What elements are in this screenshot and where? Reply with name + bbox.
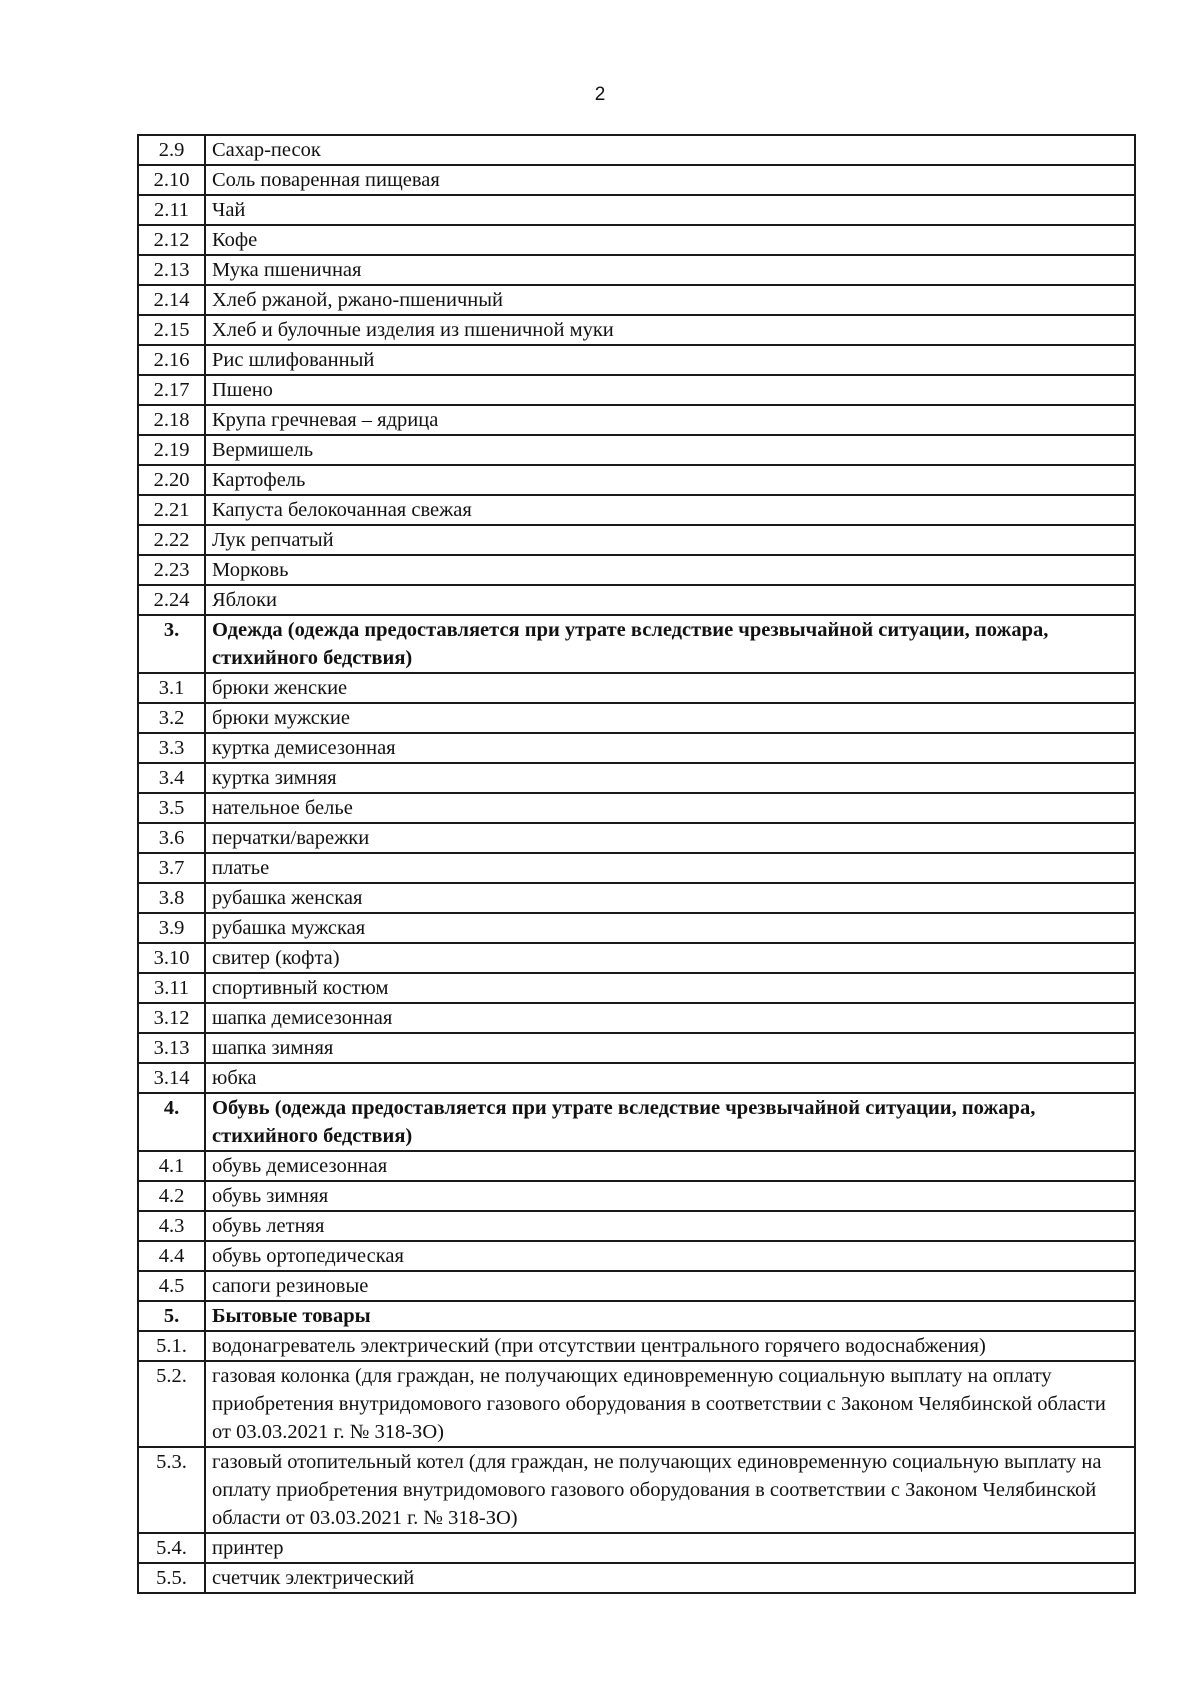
table-row (138, 315, 1135, 345)
row-name: Капуста белокочанная свежая (205, 495, 1135, 525)
row-name: Хлеб ржаной, ржано-пшеничный (205, 285, 1135, 315)
row-name: Хлеб и булочные изделия из пшеничной муки (205, 315, 1135, 345)
row-number: 2.10 (138, 165, 205, 195)
row-number: 5. (138, 1301, 205, 1331)
table-row (138, 165, 1135, 195)
row-number: 2.12 (138, 225, 205, 255)
row-name: перчатки/варежки (205, 823, 1135, 853)
row-name: Чай (205, 195, 1135, 225)
row-name: свитер (кофта) (205, 943, 1135, 973)
table-row (138, 1361, 1135, 1447)
row-name: газовый отопительный котел (для граждан, не получающих единовременную социальную выплату на оплату приобретения внутридомового газового оборудования в соответствии с Законом Челябинской области от 03.03.2021 г. № 318-ЗО) (205, 1447, 1135, 1533)
table-row (138, 225, 1135, 255)
page-number: 2 (594, 84, 606, 105)
row-number: 5.4. (138, 1533, 205, 1563)
row-name: шапка демисезонная (205, 1003, 1135, 1033)
row-name: Бытовые товары (205, 1301, 1135, 1331)
row-number: 5.3. (138, 1447, 205, 1533)
table-row (138, 1181, 1135, 1211)
table-row (138, 1033, 1135, 1063)
row-name: спортивный костюм (205, 973, 1135, 1003)
row-name: куртка зимняя (205, 763, 1135, 793)
row-name: Пшено (205, 375, 1135, 405)
table-row (138, 465, 1135, 495)
row-number: 5.5. (138, 1563, 205, 1593)
row-number: 3.11 (138, 973, 205, 1003)
row-name: обувь зимняя (205, 1181, 1135, 1211)
row-name: нательное белье (205, 793, 1135, 823)
row-number: 2.13 (138, 255, 205, 285)
row-number: 3.14 (138, 1063, 205, 1093)
row-name: обувь ортопедическая (205, 1241, 1135, 1271)
table-row (138, 823, 1135, 853)
row-name: куртка демисезонная (205, 733, 1135, 763)
row-number: 4.2 (138, 1181, 205, 1211)
row-name: Морковь (205, 555, 1135, 585)
row-number: 4.3 (138, 1211, 205, 1241)
section-row (138, 1301, 1135, 1331)
table-row (138, 973, 1135, 1003)
table-row (138, 733, 1135, 763)
table-row (138, 555, 1135, 585)
row-name: сапоги резиновые (205, 1271, 1135, 1301)
row-number: 2.16 (138, 345, 205, 375)
table-row (138, 345, 1135, 375)
table-row (138, 1151, 1135, 1181)
table-row (138, 793, 1135, 823)
table-row (138, 255, 1135, 285)
items-table (137, 134, 1136, 1594)
table-row (138, 585, 1135, 615)
row-name: Соль поваренная пищевая (205, 165, 1135, 195)
table-row (138, 1211, 1135, 1241)
row-name: Рис шлифованный (205, 345, 1135, 375)
section-row (138, 1093, 1135, 1151)
row-name: Сахар-песок (205, 135, 1135, 165)
table-row (138, 1563, 1135, 1593)
row-number: 3.8 (138, 883, 205, 913)
table-row (138, 1447, 1135, 1533)
row-name: обувь летняя (205, 1211, 1135, 1241)
table-row (138, 703, 1135, 733)
row-number: 4. (138, 1093, 205, 1151)
table-row (138, 495, 1135, 525)
table-row (138, 135, 1135, 165)
table-row (138, 943, 1135, 973)
row-number: 2.22 (138, 525, 205, 555)
row-number: 2.15 (138, 315, 205, 345)
table-row (138, 1003, 1135, 1033)
row-name: обувь демисезонная (205, 1151, 1135, 1181)
row-name: принтер (205, 1533, 1135, 1563)
row-name: Кофе (205, 225, 1135, 255)
table-row (138, 1241, 1135, 1271)
row-number: 4.1 (138, 1151, 205, 1181)
row-name: Крупа гречневая – ядрица (205, 405, 1135, 435)
row-name: водонагреватель электрический (при отсутствии центрального горячего водоснабжения) (205, 1331, 1135, 1361)
row-number: 3. (138, 615, 205, 673)
table-row (138, 195, 1135, 225)
row-number: 2.14 (138, 285, 205, 315)
row-name: Лук репчатый (205, 525, 1135, 555)
row-number: 2.11 (138, 195, 205, 225)
row-name: газовая колонка (для граждан, не получающих единовременную социальную выплату на оплату приобретения внутридомового газового оборудования в соответствии с Законом Челябинской области от 03.03.2021 г. № 318-ЗО) (205, 1361, 1135, 1447)
row-name: Картофель (205, 465, 1135, 495)
items-table-body (138, 135, 1135, 1593)
table-row (138, 1063, 1135, 1093)
row-name: платье (205, 853, 1135, 883)
row-name: Вермишель (205, 435, 1135, 465)
row-number: 3.12 (138, 1003, 205, 1033)
row-number: 2.21 (138, 495, 205, 525)
row-number: 2.9 (138, 135, 205, 165)
row-number: 3.5 (138, 793, 205, 823)
section-row (138, 615, 1135, 673)
row-name: счетчик электрический (205, 1563, 1135, 1593)
row-number: 3.9 (138, 913, 205, 943)
table-row (138, 913, 1135, 943)
table-row (138, 285, 1135, 315)
row-name: рубашка женская (205, 883, 1135, 913)
row-number: 2.23 (138, 555, 205, 585)
row-name: Одежда (одежда предоставляется при утрате вследствие чрезвычайной ситуации, пожара, стихийного бедствия) (205, 615, 1135, 673)
row-number: 2.20 (138, 465, 205, 495)
table-row (138, 375, 1135, 405)
row-number: 5.2. (138, 1361, 205, 1447)
row-number: 3.6 (138, 823, 205, 853)
row-number: 5.1. (138, 1331, 205, 1361)
row-number: 2.19 (138, 435, 205, 465)
table-row (138, 1271, 1135, 1301)
row-number: 3.7 (138, 853, 205, 883)
row-number: 4.5 (138, 1271, 205, 1301)
row-name: Мука пшеничная (205, 255, 1135, 285)
table-row (138, 525, 1135, 555)
row-name: брюки женские (205, 673, 1135, 703)
row-name: юбка (205, 1063, 1135, 1093)
row-number: 2.17 (138, 375, 205, 405)
row-number: 2.18 (138, 405, 205, 435)
row-name: брюки мужские (205, 703, 1135, 733)
row-number: 3.1 (138, 673, 205, 703)
table-row (138, 435, 1135, 465)
table-row (138, 1533, 1135, 1563)
table-row (138, 405, 1135, 435)
row-name: Яблоки (205, 585, 1135, 615)
row-name: Обувь (одежда предоставляется при утрате вследствие чрезвычайной ситуации, пожара, стихийного бедствия) (205, 1093, 1135, 1151)
table-row (138, 673, 1135, 703)
row-name: рубашка мужская (205, 913, 1135, 943)
row-number: 3.4 (138, 763, 205, 793)
table-row (138, 1331, 1135, 1361)
table-row (138, 853, 1135, 883)
row-number: 2.24 (138, 585, 205, 615)
row-number: 3.2 (138, 703, 205, 733)
row-number: 3.13 (138, 1033, 205, 1063)
row-number: 3.10 (138, 943, 205, 973)
row-number: 4.4 (138, 1241, 205, 1271)
row-number: 3.3 (138, 733, 205, 763)
row-name: шапка зимняя (205, 1033, 1135, 1063)
table-row (138, 763, 1135, 793)
table-row (138, 883, 1135, 913)
